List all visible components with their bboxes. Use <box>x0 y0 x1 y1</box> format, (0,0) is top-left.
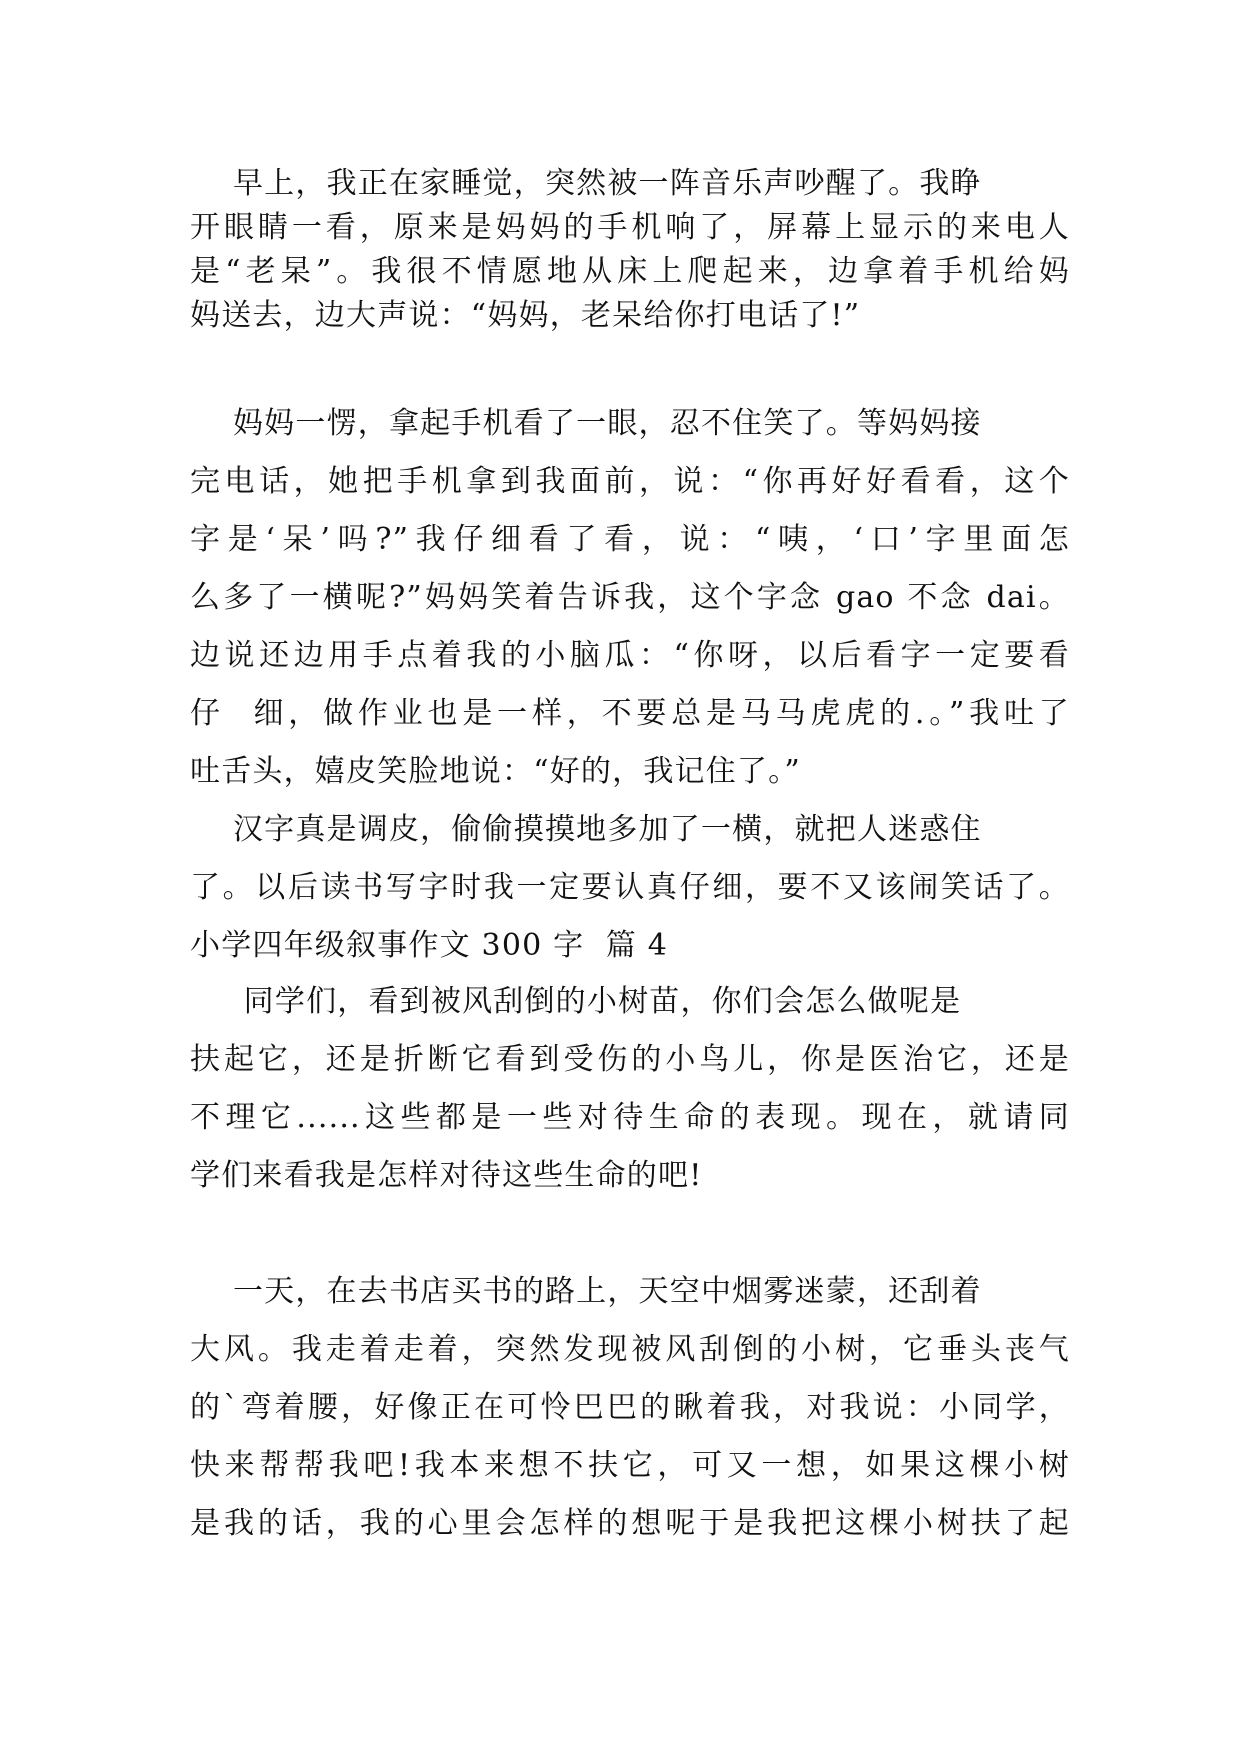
text-line: 是“老杲”。我很不情愿地从床上爬起来，边拿着手机给妈 <box>190 254 1070 289</box>
text-line: 了。以后读书写字时我一定要认真仔细，要不又该闹笑话了。 <box>190 870 1070 905</box>
text-line: 吐舌头，嬉皮笑脸地说：“好的，我记住了。” <box>190 754 801 789</box>
text-line: 仔 细，做作业也是一样，不要总是马马虎虎的.。”我吐了 <box>190 696 1070 731</box>
text-line: 边说还边用手点着我的小脑瓜：“你呀，以后看字一定要看 <box>190 638 1070 673</box>
text-line: 妈妈一愣，拿起手机看了一眼，忍不住笑了。等妈妈接 <box>190 406 982 441</box>
text-line: 快来帮帮我吧!我本来想不扶它，可又一想，如果这棵小树 <box>190 1448 1070 1483</box>
text-line: 汉字真是调皮，偷偷摸摸地多加了一横，就把人迷惑住 <box>190 812 982 847</box>
text-line: 同学们，看到被风刮倒的小树苗，你们会怎么做呢是 <box>190 984 962 1019</box>
text-line: 完电话，她把手机拿到我面前，说：“你再好好看看，这个 <box>190 464 1070 499</box>
text-line: 早上，我正在家睡觉，突然被一阵音乐声吵醒了。我睁 <box>190 166 982 201</box>
text-line: 么多了一横呢?”妈妈笑着告诉我，这个字念 gao 不念 dai。 <box>190 580 1070 615</box>
text-line: 一天，在去书店买书的路上，天空中烟雾迷蒙，还刮着 <box>190 1274 982 1309</box>
text-line: 扶起它，还是折断它看到受伤的小鸟儿，你是医治它，还是 <box>190 1042 1070 1077</box>
text-line: 大风。我走着走着，突然发现被风刮倒的小树，它垂头丧气 <box>190 1332 1070 1367</box>
text-line: 的`弯着腰，好像正在可怜巴巴的瞅着我，对我说：小同学， <box>190 1390 1070 1425</box>
heading-text: 小学四年级叙事作文 300 字 篇 4 <box>190 928 669 963</box>
text-line: 开眼睛一看，原来是妈妈的手机响了，屏幕上显示的来电人 <box>190 210 1070 245</box>
text-line: 字是‘呆’吗?”我仔细看了看，说：“咦，‘口’字里面怎 <box>190 522 1070 557</box>
text-line: 学们来看我是怎样对待这些生命的吧! <box>190 1158 703 1193</box>
text-line: 妈送去，边大声说：“妈妈，老呆给你打电话了!” <box>190 298 861 333</box>
text-line: 不理它......这些都是一些对待生命的表现。现在，就请同 <box>190 1100 1070 1135</box>
text-line: 是我的话，我的心里会怎样的想呢于是我把这棵小树扶了起 <box>190 1506 1070 1541</box>
